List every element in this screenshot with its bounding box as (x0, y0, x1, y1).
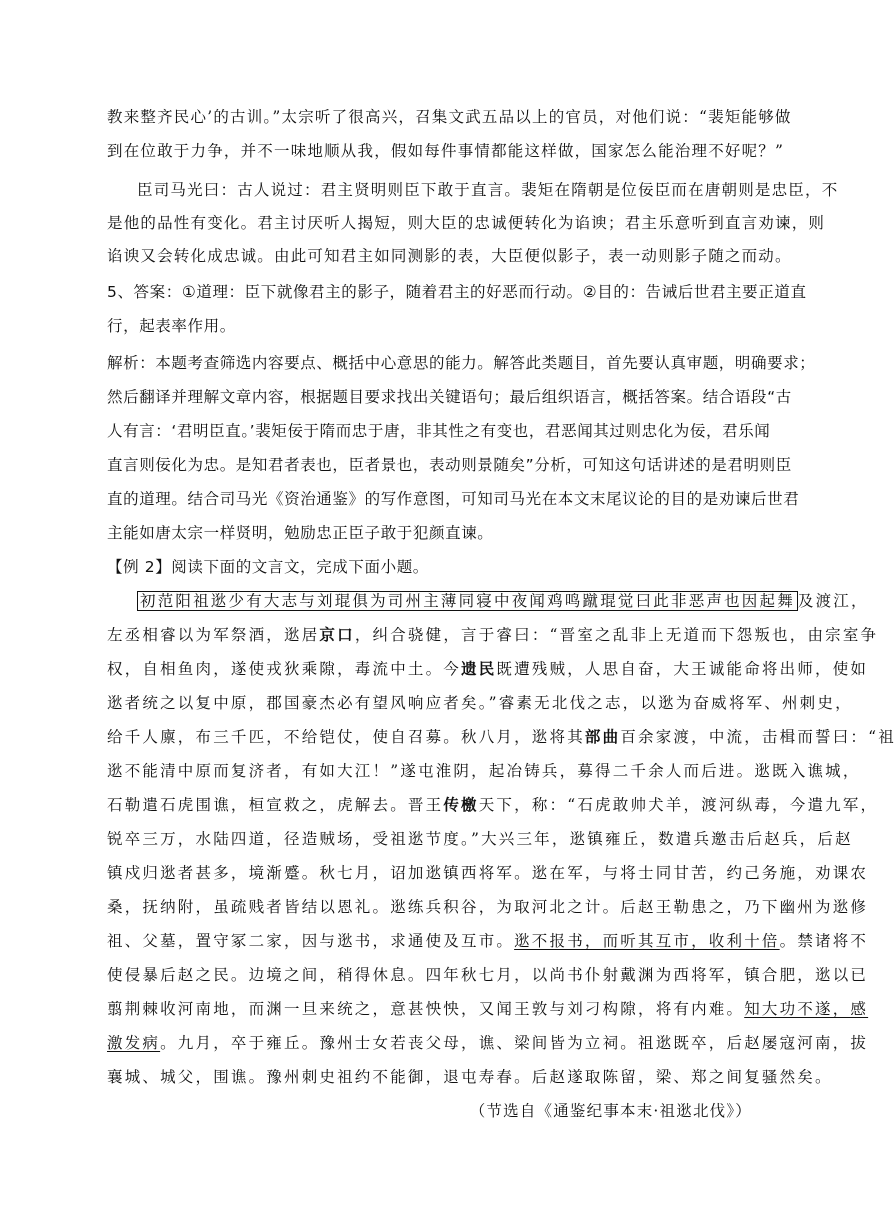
passage-line: 桑，抚纳附，虽疏贱者皆结以恩礼。逖练兵积谷，为取河北之计。后赵王勒患之，乃下幽州为逖修 (107, 898, 869, 916)
example-heading (107, 557, 429, 577)
underlined-sentence: 逖不报书，而听其互市，收利十倍 (514, 932, 780, 950)
bold-term: 部曲 (584, 727, 621, 746)
answer-line: 行，起表率作用。 (107, 317, 236, 335)
analysis-line: 解析：本题考查筛选内容要点、概括中心意思的能力。解答此类题目，首先要认真审题，明确要求； (107, 354, 816, 372)
answer-line: 5、答案：①道理：臣下就像君主的影子，随着君主的好恶而行动。②目的：告诫后世君主要正道直 (107, 283, 807, 301)
passage-line: 襄城、城父，围谯。豫州刺史祖约不能御，退屯寿春。后赵遂取陈留，梁、郑之间复骚然矣。 (107, 1068, 833, 1086)
passage-line: 初范阳祖逖少有大志与刘琨俱为司州主薄同寝中夜闻鸡鸣蹴琨觉曰此非恶声也因起舞 及渡江， (137, 591, 869, 611)
underlined-sentence: 知大功不遂，感 (744, 1000, 869, 1018)
passage-line: 左丞相睿以为军祭酒，逖居京口，纠合骁健，言于睿曰：“晋室之乱非上无道而下怨叛也，由宗室争 (107, 625, 879, 644)
example-prompt: 阅读下面的文言文，完成下面小题。 (171, 558, 429, 576)
analysis-line: 人有言：‘君明臣直。’裴矩佞于隋而忠于唐，非其性之有变也，君恶闻其过则忠化为佞，君乐闻 (107, 422, 771, 440)
bold-term: 遗民 (461, 659, 497, 678)
passage-line: 逖者统之以复中原，郡国豪杰必有望风响应者矣。”睿素无北伐之志，以逖为奋威将军、州刺史， (107, 694, 853, 712)
passage-line: 权，自相鱼肉，遂使戎狄乘隙，毒流中土。今遗民既遭残贼，人思自奋，大王诚能命将出师，使如 (107, 659, 869, 678)
underlined-sentence: 激发病 (107, 1034, 161, 1052)
translation-line: 臣司马光曰：古人说过：君主贤明则臣下敢于直言。裴矩在隋朝是位佞臣而在唐朝则是忠臣，不 (137, 181, 839, 199)
passage-line: 翦荆棘收河南地，而渊一旦来统之，意甚怏怏，又闻王敦与刘刁构隙，将有内难。知大功不遂，感 (107, 1000, 869, 1018)
bold-term: 京口 (319, 625, 355, 644)
passage-line: 镇戍归逖者甚多，境渐蹙。秋七月，诏加逖镇西将军。逖在军，与将士同甘苦，约己务施，劝课农 (107, 864, 869, 882)
analysis-line: 直言则佞化为忠。是知君者表也，臣者景也，表动则景随矣”分析，可知这句话讲述的是君明则臣 (107, 456, 792, 474)
translation-line: 教来整齐民心’的古训。”太宗听了很高兴，召集文武五品以上的官员，对他们说：“裴矩能够做 (107, 108, 792, 126)
passage-line: 激发病。九月，卒于雍丘。豫州士女若丧父母，谯、梁间皆为立祠。祖逖既卒，后赵屡寇河南，拔 (107, 1034, 869, 1052)
passage-line: 给千人廪，布三千匹，不给铠仗，使自召募。秋八月，逖将其部曲百余家渡，中流，击楫而誓曰：“祖 (107, 727, 896, 746)
example-label: 【例 2】 (107, 558, 172, 576)
analysis-line: 然后翻译并理解文章内容，根据题目要求找出关键语句；最后组织语言，概括答案。结合语段“古 (107, 388, 792, 406)
translation-line: 到在位敢于力争，并不一味地顺从我，假如每件事情都能这样做，国家怎么能治理不好呢？” (107, 142, 785, 160)
passage-line: 祖、父墓，置守冢二家，因与逖书，求通使及互市。逖不报书，而听其互市，收利十倍。禁诸将不 (107, 932, 869, 950)
analysis-line: 直的道理。结合司马光《资治通鉴》的写作意图，可知司马光在本文末尾议论的目的是劝谏后世君 (107, 490, 800, 508)
source-citation: （节选自《通鉴纪事本末·祖逖北伐》） (469, 1102, 752, 1120)
passage-line: 锐卒三万，水陆四道，径造贼场，受祖逖节度。”大兴三年，逖镇雍丘，数遣兵邀击后赵兵，后赵 (107, 830, 853, 848)
bold-term: 传檄 (443, 795, 479, 814)
boxed-sentence: 初范阳祖逖少有大志与刘琨俱为司州主薄同寝中夜闻鸡鸣蹴琨觉曰此非恶声也因起舞 (137, 591, 798, 611)
passage-line: 使侵暴后赵之民。边境之间，稍得休息。四年秋七月，以尚书仆射戴渊为西将军，镇合肥，逖以已 (107, 966, 869, 984)
passage-line: 石勒遣石虎围谯，桓宣救之，虎解去。晋王传檄天下，称：“石虎敢帅犬羊，渡河纵毒，今遣九军， (107, 795, 879, 814)
translation-line: 是他的品性有变化。君主讨厌听人揭短，则大臣的忠诚便转化为谄谀；君主乐意听到直言劝谏，则 (107, 214, 826, 232)
passage-line: 逖不能清中原而复济者，有如大江！”遂屯淮阴，起冶铸兵，募得二千余人而后进。逖既入谯城， (107, 762, 861, 780)
translation-line: 谄谀又会转化成忠诚。由此可知君主如同测影的表，大臣便似影子，表一动则影子随之而动。 (107, 247, 792, 265)
analysis-line: 主能如唐太宗一样贤明，勉励忠正臣子敢于犯颜直谏。 (107, 524, 494, 542)
